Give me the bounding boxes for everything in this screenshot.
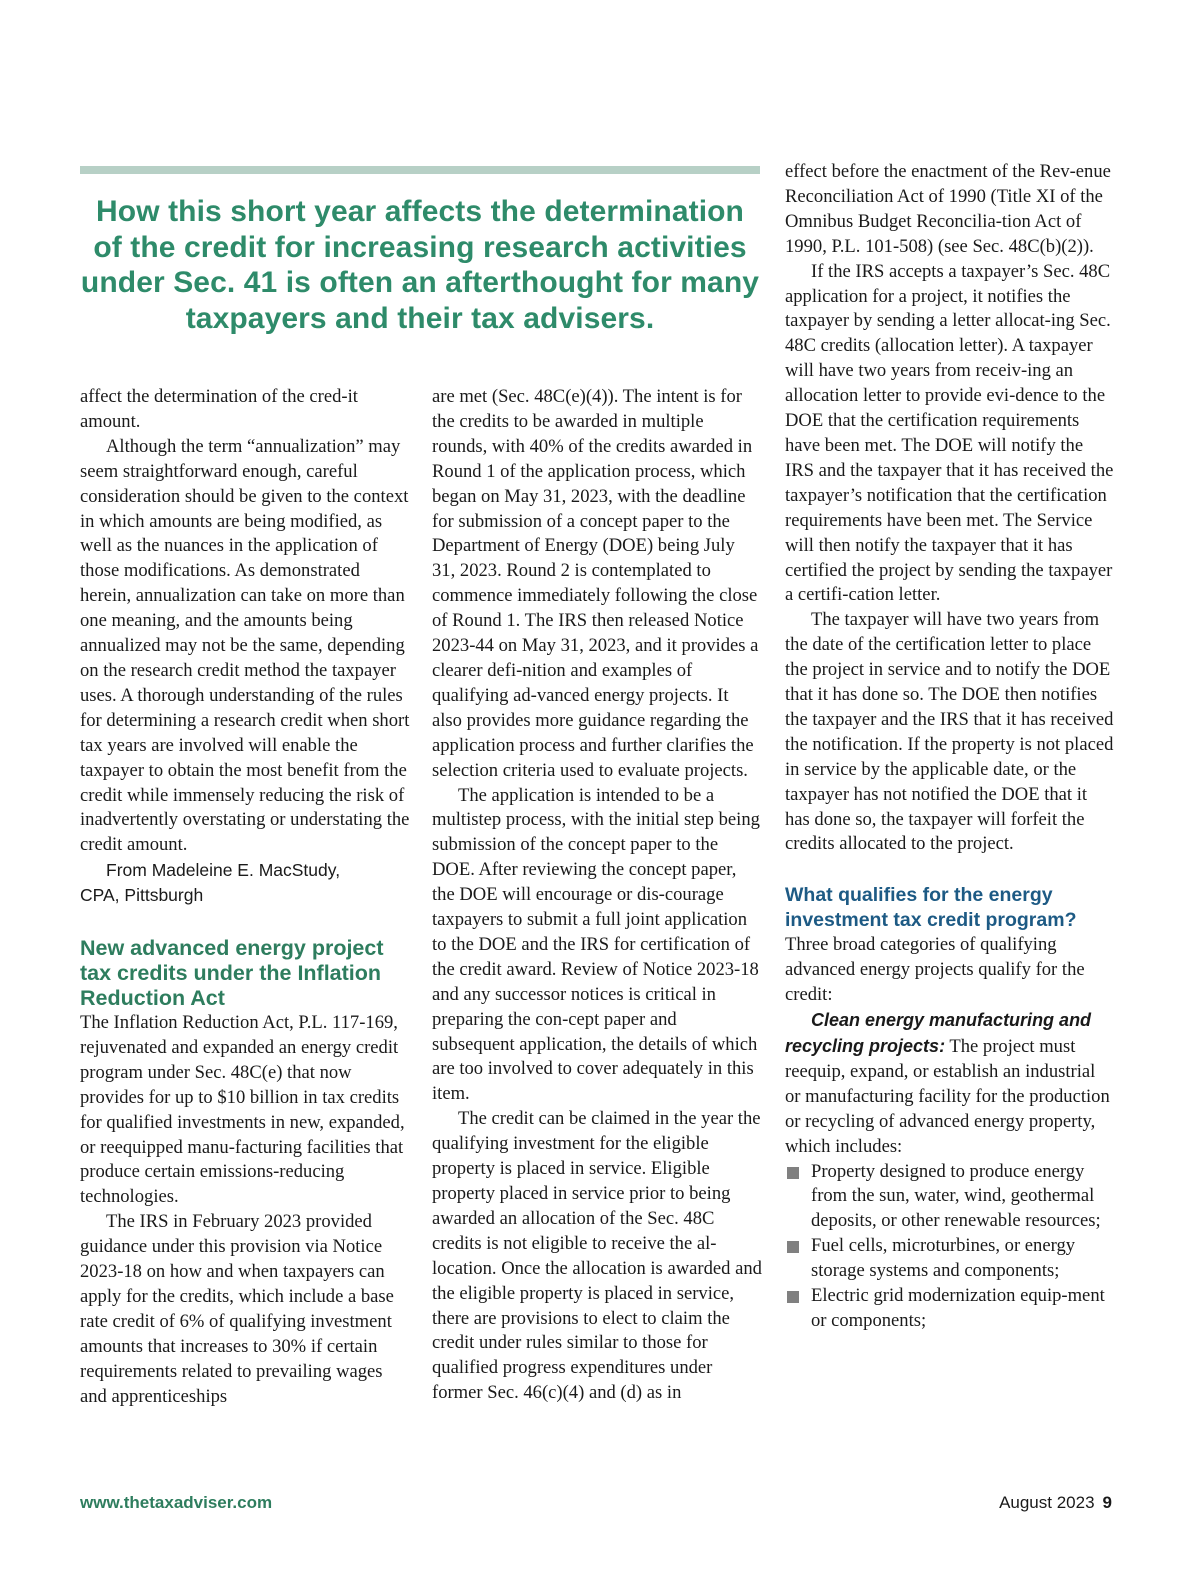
square-bullet-icon <box>787 1291 799 1303</box>
square-bullet-icon <box>787 1167 799 1179</box>
list-item-text: Property designed to produce energy from the sun, water, wind, geothermal deposits, or other renewable resources; <box>811 1160 1101 1232</box>
paragraph: The Inflation Reduction Act, P.L. 117-169, rejuvenated and expanded an energy credit program under Sec. 48C(e) that now provides for up to $10 billion in tax credits for qualified investments in new, expanded, or reequipped manu-facturing facilities that produce certain emissions-reducing technologies. <box>80 1012 405 1208</box>
list-item-text: Electric grid modernization equip-ment or components; <box>811 1285 1105 1331</box>
paragraph: The taxpayer will have two years from the date of the certification letter to place the project in service and to notify the DOE that it has done so. The DOE then notifies the taxpayer and the IRS that it has received the notification. If the property is not placed in service by the applicable date, or the taxpayer has not notified the DOE that it has done so, the taxpayer will forfeit the credits allocated to the project. <box>785 609 1114 855</box>
section-heading: What qualifies for the energy investment tax credit program? <box>785 884 1077 932</box>
list-item <box>785 1284 1115 1334</box>
bullet-list <box>785 1160 1115 1334</box>
pull-quote-rule <box>80 166 760 174</box>
pull-quote: How this short year affects the determination of the credit for increasing research activities under Sec. 41 is often an afterthought for many taxpayers and their tax advisers. <box>80 195 760 335</box>
column-3 <box>785 160 1115 1334</box>
paragraph: are met (Sec. 48C(e)(4)). The intent is for the credits to be awarded in multiple rounds, with 40% of the credits awarded in Round 1 of the application process, which began on May 31, 2023, with the deadline for submission of a concept paper to the Department of Energy (DOE) being July 31, 2023. Round 2 is contemplated to commence immediately following the close of Round 1. The IRS then released Notice 2023-44 on May 31, 2023, and it provides a clearer defi-nition and examples of qualifying ad-vanced energy projects. It also provides more guidance regarding the application process and further clarifies the selection criteria used to evaluate projects. <box>432 386 759 781</box>
page-number: 9 <box>1102 1493 1112 1512</box>
section-heading: New advanced energy project tax credits under the Inflation Reduction Act <box>80 936 384 1011</box>
paragraph: If the IRS accepts a taxpayer’s Sec. 48C application for a project, it notifies the taxpayer by sending a letter allocat-ing Sec. 48C credits (allocation letter). A taxpayer will have two years from receiv-ing an allocation letter to provide evi-dence to the DOE that the certification requirements have been met. The DOE will notify the IRS and the taxpayer that it has received the taxpayer’s notification that the certification requirements have been met. The Service will then notify the taxpayer that it has certified the project by sending the taxpayer a certifi-cation letter. <box>785 260 1114 606</box>
list-item-text: Fuel cells, microturbines, or energy storage systems and components; <box>811 1235 1076 1282</box>
paragraph: The application is intended to be a multistep process, with the initial step being submission of the concept paper to the DOE. After reviewing the concept paper, the DOE will encourage or dis-courage taxpayers to submit a full joint application to the DOE and the IRS for certification of the credit award. Review of Notice 2023-18 and any successor notices is critical in preparing the con-cept paper and subsequent application, the details of which are too involved to cover adequately in this item. <box>432 784 760 1105</box>
paragraph: affect the determination of the cred-it amount. <box>80 386 358 432</box>
paragraph-text: The project must reequip, expand, or establish an industrial or manufacturing facility for the production or recycling of advanced energy property, which includes: <box>785 1036 1110 1157</box>
list-item <box>785 1234 1115 1284</box>
paragraph: The IRS in February 2023 provided guidance under this provision via Notice 2023-18 on how and when taxpayers can apply for the credits, which include a base rate credit of 6% of qualifying investment amounts that increases to 30% if certain requirements related to prevailing wages and apprenticeships <box>80 1211 394 1407</box>
author-name: From Madeleine E. MacStudy, <box>106 860 341 881</box>
footer-website: www.thetaxadviser.com <box>80 1493 273 1512</box>
paragraph <box>785 1008 1115 1159</box>
paragraph: effect before the enactment of the Rev-enue Reconciliation Act of 1990 (Title XI of the Omnibus Budget Reconcilia-tion Act of 1990, P.L. 101-508) (see Sec. 48C(b)(2)). <box>785 161 1111 257</box>
square-bullet-icon <box>787 1241 799 1253</box>
issue-date: August 2023 <box>999 1493 1095 1512</box>
author-credentials: CPA, Pittsburgh <box>80 885 204 906</box>
column-2 <box>432 385 762 1406</box>
footer-issue <box>999 1493 1112 1513</box>
paragraph: Although the term “annualization” may seem straightforward enough, careful consideration should be given to the context in which amounts are being modified, as well as the nuances in the application of those modifications. As demonstrated herein, annualization can take on more than one meaning, and the amounts being annualized may not be the same, depending on the research credit method the taxpayer uses. A thorough understanding of the rules for determining a research credit when short tax years are involved will enable the taxpayer to obtain the most benefit from the credit while immensely reducing the risk of inadvertently overstating or understating the credit amount. <box>80 435 410 856</box>
column-1 <box>80 385 410 1410</box>
run-in-heading: Clean energy manufacturing and recycling projects: <box>785 1010 1092 1056</box>
paragraph: Three broad categories of qualifying advanced energy projects qualify for the credit: <box>785 934 1085 1006</box>
list-item <box>785 1160 1115 1235</box>
paragraph: The credit can be claimed in the year the qualifying investment for the eligible property is placed in service. Eligible property placed in service prior to being awarded an allocation of the Sec. 48C credits is not eligible to receive the al-location. Once the allocation is awarded and the eligible property is placed in service, there are provisions to elect to claim the credit under rules similar to those for qualified progress expenditures under former Sec. 46(c)(4) and (d) as in <box>432 1108 762 1404</box>
